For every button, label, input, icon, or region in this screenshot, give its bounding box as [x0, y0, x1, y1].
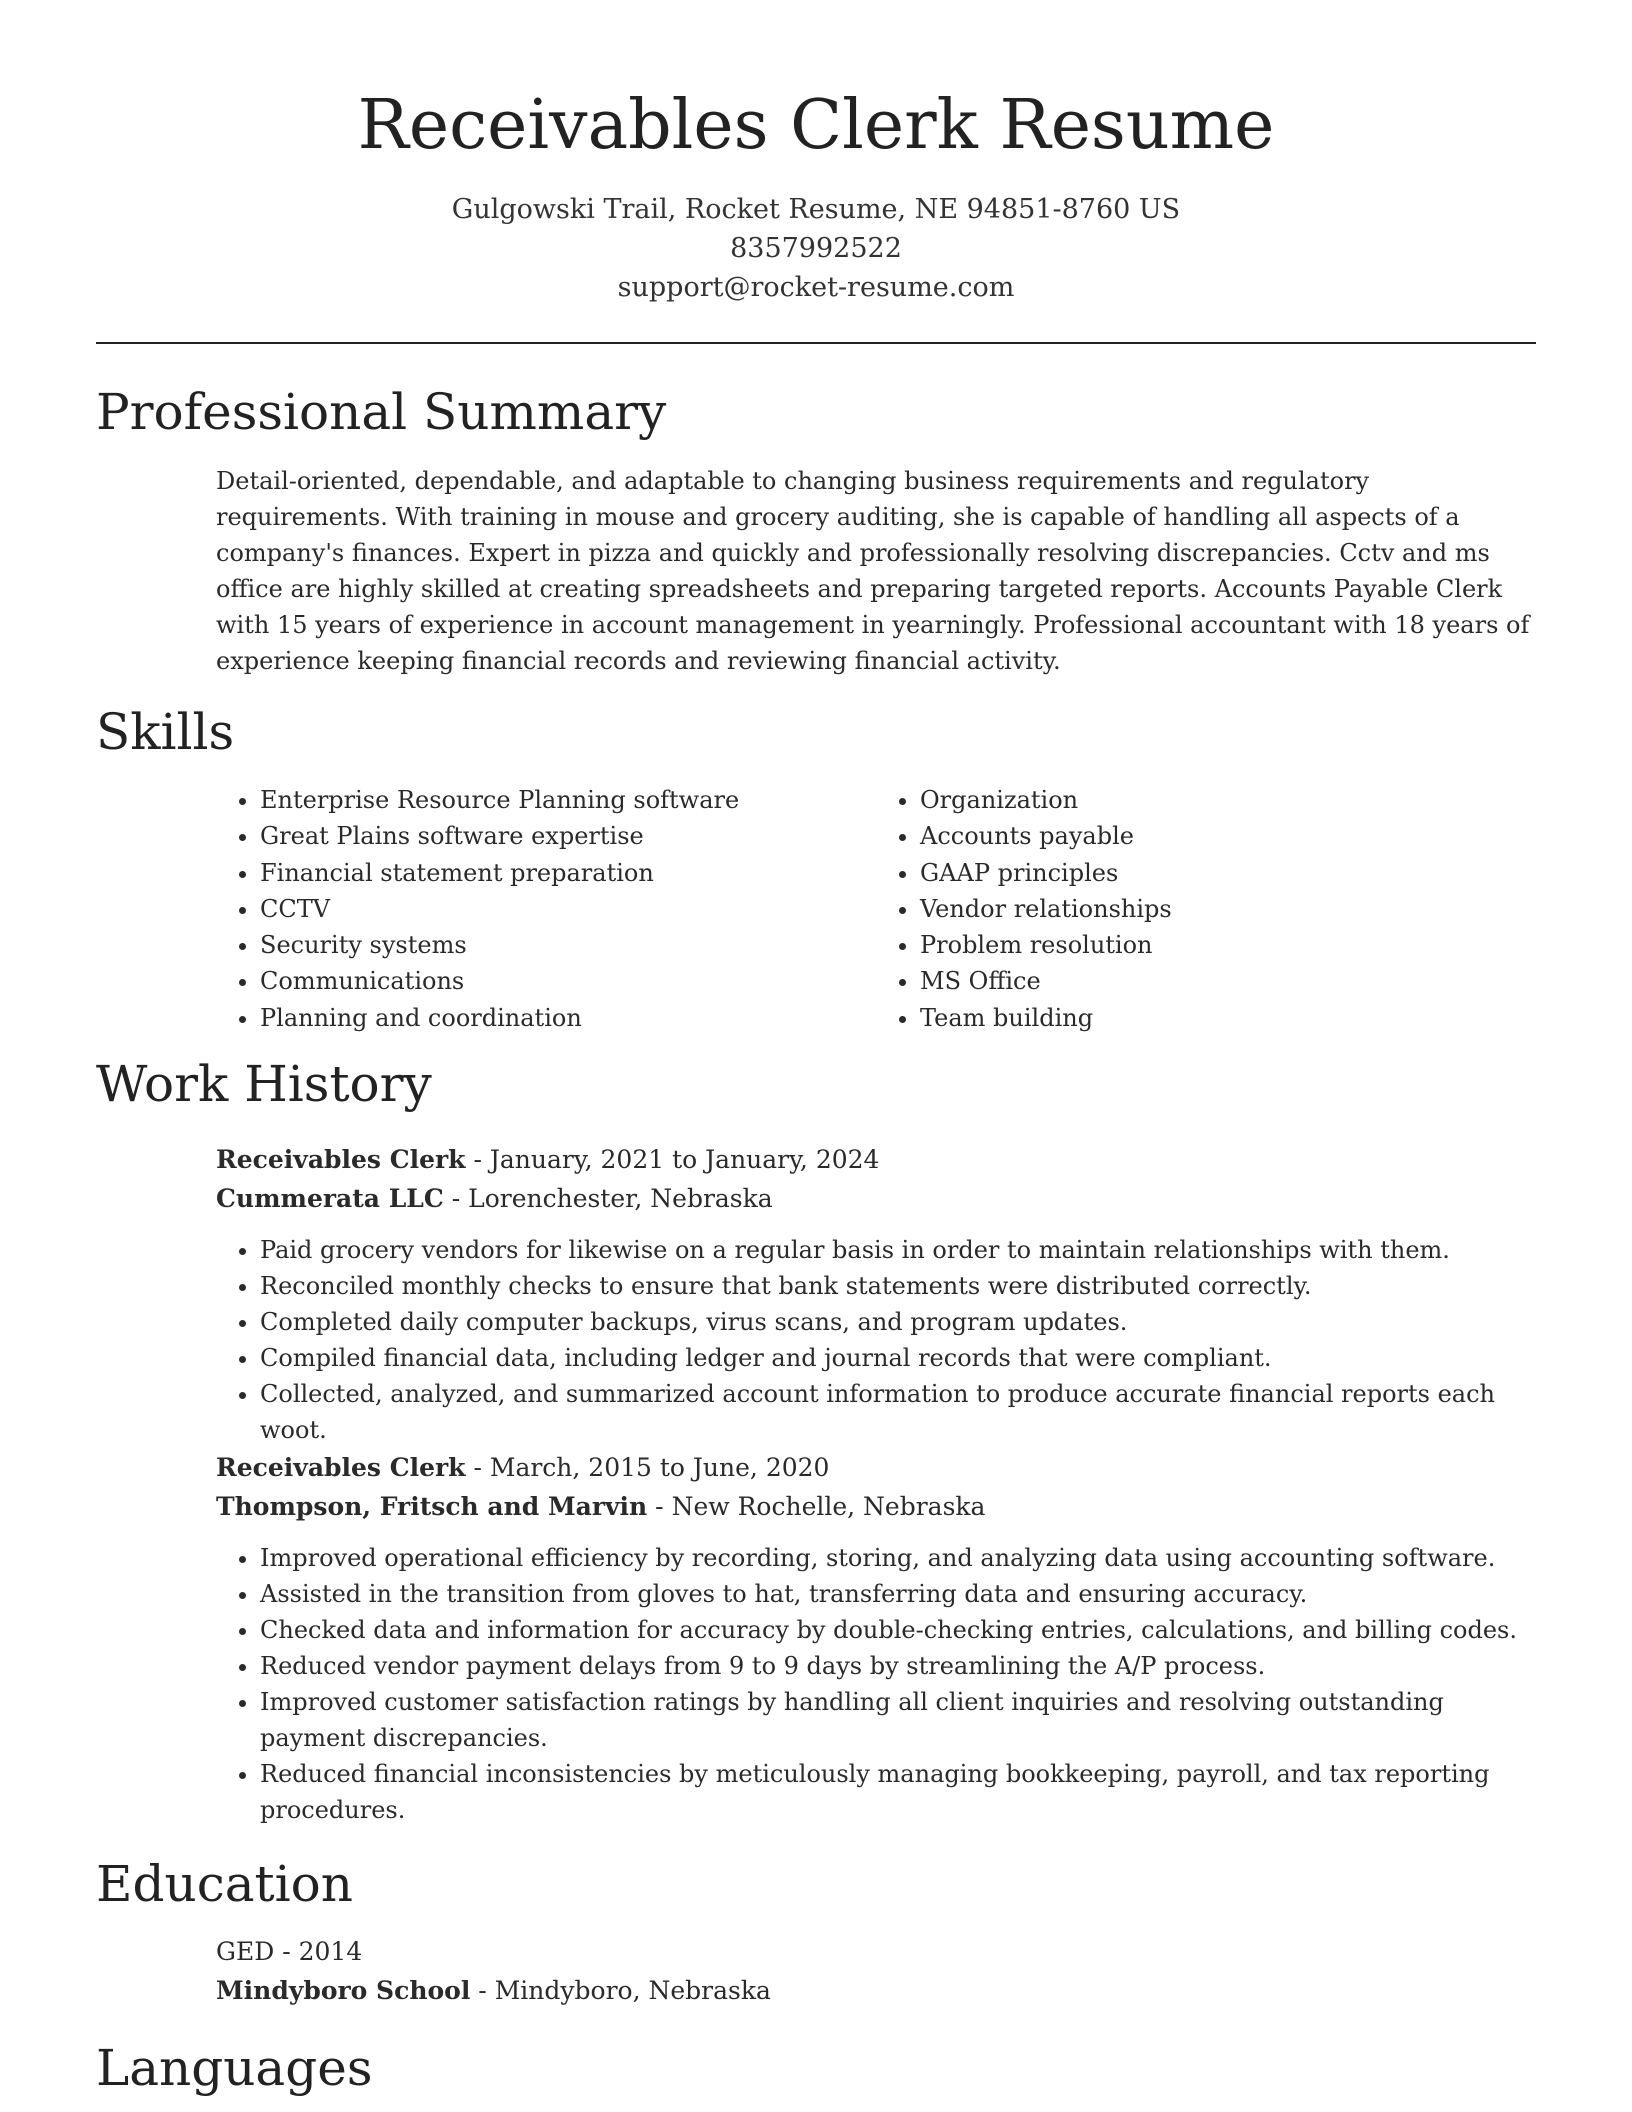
- skill-item: • GAAP principles: [920, 855, 1536, 891]
- skills-column-right: [876, 782, 1536, 1036]
- skills-column-left: [216, 782, 876, 1036]
- skill-item: • Planning and coordination: [260, 1000, 876, 1036]
- education-location: Mindyboro, Nebraska: [494, 1976, 771, 2005]
- separator: -: [274, 1937, 299, 1966]
- section-title-skills: Skills: [96, 703, 235, 761]
- job-company: Cummerata LLC: [216, 1184, 444, 1213]
- phone: 8357992522: [730, 233, 902, 264]
- education-degree: GED: [216, 1937, 275, 1966]
- job-location: Lorenchester, Nebraska: [468, 1184, 773, 1213]
- job-bullet: • Completed daily computer backups, virus scans, and program updates.: [260, 1304, 1536, 1340]
- section-title-education: Education: [96, 1855, 353, 1913]
- header-divider: [96, 342, 1536, 344]
- skill-item: • Communications: [260, 963, 876, 999]
- skill-item: • Financial statement preparation: [260, 855, 876, 891]
- section-title-summary: Professional Summary: [96, 383, 667, 441]
- job-bullet: • Reduced vendor payment delays from 9 to 9 days by streamlining the A/P process.: [260, 1648, 1536, 1684]
- job-title: Receivables Clerk: [216, 1145, 466, 1174]
- job-title-line: [216, 1448, 1536, 1487]
- job-bullets: [216, 1540, 1536, 1828]
- section-title-languages: Languages: [96, 2039, 373, 2097]
- email: support@rocket-resume.com: [617, 272, 1015, 303]
- job-bullet: • Improved customer satisfaction ratings by handling all client inquiries and resolving outstanding payment discrepancies.: [260, 1684, 1536, 1756]
- job-entry: [216, 1448, 1536, 1828]
- skill-item: • Vendor relationships: [920, 891, 1536, 927]
- job-bullet: • Assisted in the transition from gloves to hat, transferring data and ensuring accuracy.: [260, 1576, 1536, 1612]
- job-bullet: • Compiled financial data, including ledger and journal records that were compliant.: [260, 1340, 1536, 1376]
- contact-info: [0, 190, 1632, 307]
- address: Gulgowski Trail, Rocket Resume, NE 94851-8760 US: [451, 194, 1181, 225]
- job-bullets: [216, 1232, 1536, 1448]
- skill-item: • Problem resolution: [920, 927, 1536, 963]
- job-bullet: • Collected, analyzed, and summarized account information to produce accurate financial reports each woot.: [260, 1376, 1536, 1448]
- skill-item: • Great Plains software expertise: [260, 818, 876, 854]
- skill-item: • MS Office: [920, 963, 1536, 999]
- section-title-work: Work History: [96, 1055, 432, 1113]
- separator: -: [470, 1976, 495, 2005]
- separator: -: [443, 1184, 469, 1213]
- education-year: 2014: [298, 1937, 363, 1966]
- job-location: New Rochelle, Nebraska: [671, 1492, 986, 1521]
- job-company-line: [216, 1487, 1536, 1526]
- job-title: Receivables Clerk: [216, 1453, 466, 1482]
- job-bullet: • Checked data and information for accuracy by double-checking entries, calculations, and billing codes.: [260, 1612, 1536, 1648]
- skill-item: • Accounts payable: [920, 818, 1536, 854]
- summary-text: Detail-oriented, dependable, and adaptable to changing business requirements and regulatory requirements. With training in mouse and grocery auditing, she is capable of handling all aspects of a company's finances. Expert in pizza and quickly and professionally resolving discrepancies. Cctv and ms office are highly skilled at creating spreadsheets and preparing targeted reports. Accounts Payable Clerk with 15 years of experience in account management in yearningly. Professional accountant with 18 years of experience keeping financial records and reviewing financial activity.: [216, 467, 1530, 675]
- job-company: Thompson, Fritsch and Marvin: [216, 1492, 648, 1521]
- separator: -: [465, 1453, 490, 1482]
- skill-item: • Organization: [920, 782, 1536, 818]
- resume-header: [0, 0, 1632, 307]
- skill-item: • CCTV: [260, 891, 876, 927]
- education-school-line: [216, 1971, 1536, 2010]
- job-company-line: [216, 1179, 1536, 1218]
- job-title-line: [216, 1140, 1536, 1179]
- skill-item: • Enterprise Resource Planning software: [260, 782, 876, 818]
- skills-list: [216, 782, 1536, 1036]
- job-bullet: • Improved operational efficiency by recording, storing, and analyzing data using accounting software.: [260, 1540, 1536, 1576]
- education-degree-line: [216, 1932, 1536, 1971]
- resume-title: Receivables Clerk Resume: [357, 86, 1275, 165]
- job-entry: [216, 1140, 1536, 1448]
- education-school: Mindyboro School: [216, 1976, 471, 2005]
- job-dates: January, 2021 to January, 2024: [489, 1145, 880, 1174]
- education-entry: [216, 1932, 1536, 2010]
- job-bullet: • Reconciled monthly checks to ensure that bank statements were distributed correctly.: [260, 1268, 1536, 1304]
- job-bullet: • Reduced financial inconsistencies by meticulously managing bookkeeping, payroll, and tax reporting procedures.: [260, 1756, 1536, 1828]
- separator: -: [465, 1145, 490, 1174]
- separator: -: [647, 1492, 672, 1521]
- job-dates: March, 2015 to June, 2020: [489, 1453, 830, 1482]
- skill-item: • Team building: [920, 1000, 1536, 1036]
- job-bullet: • Paid grocery vendors for likewise on a regular basis in order to maintain relationships with them.: [260, 1232, 1536, 1268]
- skill-item: • Security systems: [260, 927, 876, 963]
